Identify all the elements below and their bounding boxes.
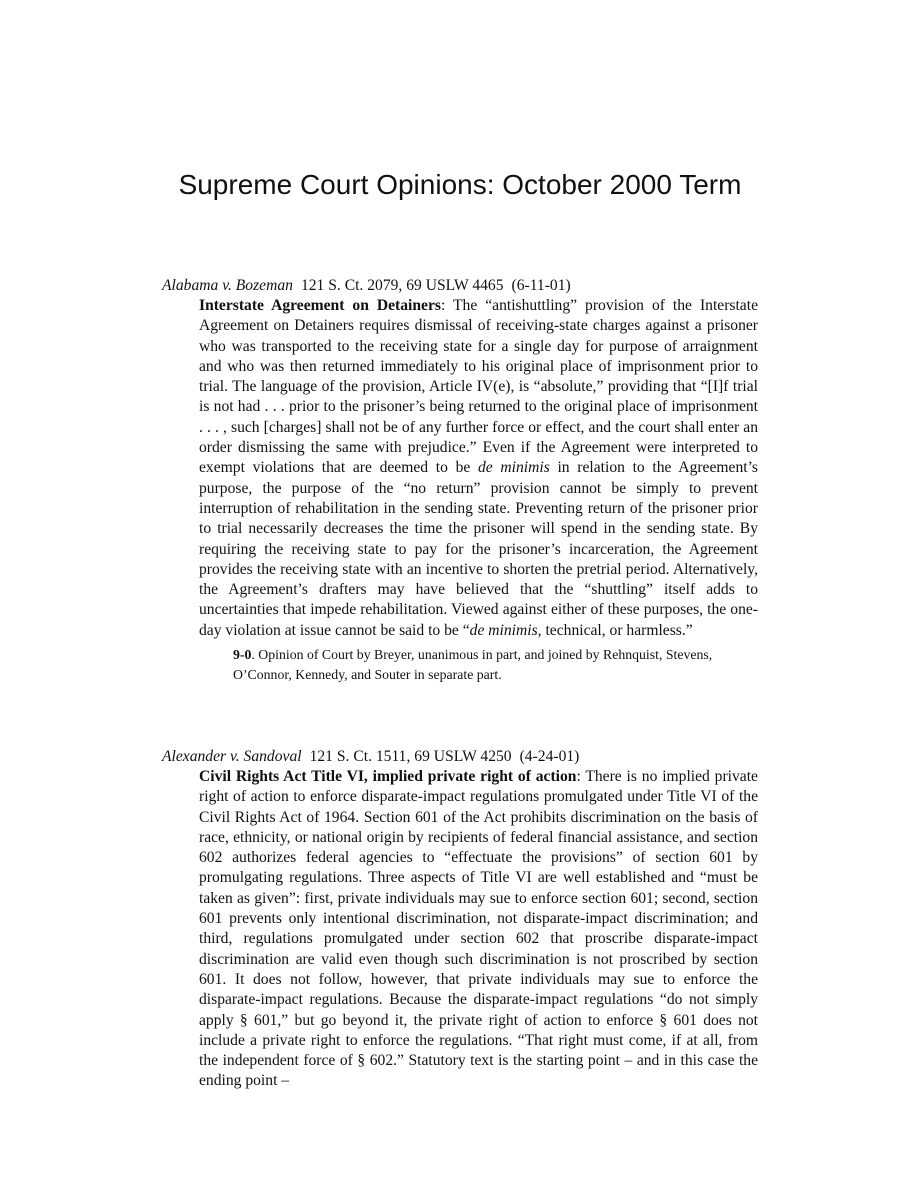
case-topic: Interstate Agreement on Detainers	[199, 297, 441, 314]
case-header	[162, 276, 758, 296]
summary-text: , technical, or harmless.”	[537, 621, 693, 639]
case-name: Alexander v. Sandoval	[162, 748, 302, 765]
case-name: Alabama v. Bozeman	[162, 277, 293, 294]
case-header	[162, 747, 758, 767]
vote-note	[233, 645, 758, 684]
case-citation: 121 S. Ct. 1511, 69 USLW 4250	[309, 748, 512, 765]
case-entry	[162, 747, 758, 1092]
summary-text: in relation to the Agreement’s purpose, the purpose of the “no return” provision cannot be simply to prevent interruption of rehabilitation in the sending state. Preventing return of the prisoner prior to trial necessarily decreases the time the prisoner will spend in the sending state. By requiring the receiving state to pay for the prisoner’s incarceration, the Agreement provides the receiving state with an incentive to shorten the pretrial period. Alternatively, the Agreement’s drafters may have believed that the “shuttling” itself adds to uncertainties that impede rehabilitation. Viewed against either of these purposes, the one-day violation at issue cannot be said to be “	[199, 459, 758, 639]
case-summary	[199, 296, 758, 641]
case-entry	[162, 276, 758, 684]
summary-text: : The “antishuttling” provision of the Interstate Agreement on Detainers requires dismissal of receiving-state charges against a prisoner who was transported to the receiving state for a single day for purpose of arraignment and who was then returned immediately to his original place of imprisonment prior to trial. The language of the provision, Article IV(e), is “absolute,” providing that “[I]f trial is not had . . . prior to the prisoner’s being returned to the original place of imprisonment . . . , such [charges] shall not be of any further force or effect, and the court shall enter an order dismissing the same with prejudice.” Even if the Agreement were interpreted to exempt violations that are deemed to be	[199, 297, 758, 477]
summary-text: : There is no implied private right of action to enforce disparate-impact regulations promulgated under Title VI of the Civil Rights Act of 1964. Section 601 of the Act prohibits discrimination on the basis of race, ethnicity, or national origin by recipients of federal financial assistance, and section 602 authorizes federal agencies to “effectuate the provisions” of section 601 by promulgating regulations. Three aspects of Title VI are well established and “must be taken as given”: first, private individuals may sue to enforce section 601; second, section 601 prevents only intentional discrimination, not disparate-impact discrimination; and third, regulations promulgated under section 602 that proscribe disparate-impact discrimination are valid even though such discrimination is not proscribed by section 601. It does not follow, however, that private individuals may sue to enforce the disparate-impact regulations. Because the disparate-impact regulations “do not simply apply § 601,” but go beyond it, the private right of action to enforce § 601 does not include a private right to enforce the regulations. “That right must come, if at all, from the independent force of § 602.” Statutory text is the starting point – and in this case the ending point –	[199, 768, 758, 1090]
summary-emphasis: de minimis	[469, 621, 538, 639]
case-summary	[199, 767, 758, 1092]
vote-text: . Opinion of Court by Breyer, unanimous in part, and joined by Rehnquist, Stevens, O’Connor, Kennedy, and Souter in separate part.	[233, 647, 713, 682]
case-date: (6-11-01)	[511, 277, 571, 294]
vote-count: 9-0	[233, 647, 252, 663]
summary-emphasis: de minimis	[477, 459, 550, 477]
page-title: Supreme Court Opinions: October 2000 Term	[178, 169, 742, 200]
case-citation: 121 S. Ct. 2079, 69 USLW 4465	[300, 277, 504, 294]
case-date: (4-24-01)	[519, 748, 580, 765]
case-topic: Civil Rights Act Title VI, implied private right of action	[199, 768, 577, 785]
